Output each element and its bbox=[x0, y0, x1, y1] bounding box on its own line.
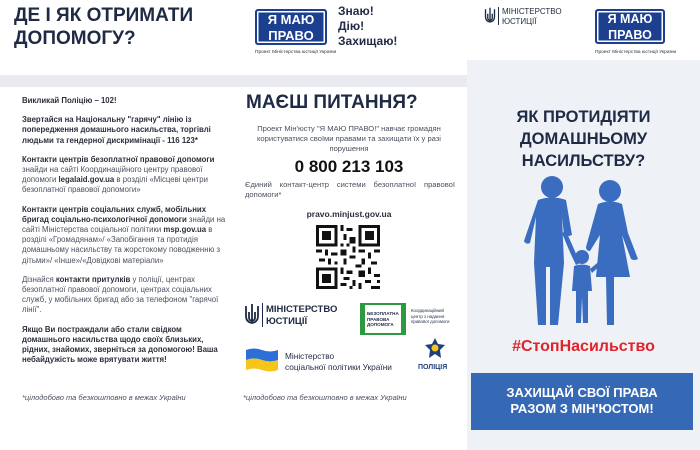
msp-line1: Міністерство bbox=[285, 351, 335, 361]
slogan-act: Дію! bbox=[338, 19, 365, 33]
divider-band bbox=[0, 75, 233, 87]
help-heading-line2: ДОПОМОГУ? bbox=[14, 28, 136, 49]
contact-center-text: Єдиний контакт-центр системи безоплатної правової допомоги* bbox=[245, 180, 455, 199]
minjust-line1: МІНІСТЕРСТВО bbox=[266, 304, 338, 315]
legal-aid-text-a: знайди на сайті Координаційного центру правової допомоги bbox=[22, 165, 203, 185]
witness-appeal: Якщо Ви постраждали або стали свідком домашнього насильства щодо своїх близьких, рідних, знайомих, зверніться за допомогою! Ваша небайдужість може врятувати життя! bbox=[22, 324, 218, 365]
ya-mayu-pravo-logo bbox=[255, 9, 327, 45]
trident-icon bbox=[244, 303, 260, 327]
trident-icon-header bbox=[484, 7, 496, 25]
right-panel bbox=[467, 0, 700, 450]
free-legal-aid-logo bbox=[360, 303, 406, 335]
minjust-header-line2: ЮСТИЦІЇ bbox=[502, 17, 537, 26]
adult-right-body bbox=[586, 202, 638, 326]
slogan-protect: Захищаю! bbox=[338, 34, 398, 48]
social-link[interactable]: msp.gov.ua bbox=[163, 225, 207, 235]
divider-band-middle bbox=[233, 75, 467, 87]
heading-line2: ДОМАШНЬОМУ bbox=[519, 130, 648, 148]
police-call: Викликай Поліцію – 102! bbox=[22, 96, 117, 105]
logo-separator bbox=[262, 303, 263, 327]
logo-line1: Я МАЮ bbox=[267, 12, 315, 27]
footnote-middle: *цілодобово та безкоштовно в межах України bbox=[243, 393, 407, 402]
bpd-line1: БЕЗОПЛАТНА bbox=[367, 311, 399, 316]
banner-line1: ЗАХИЩАЙ СВОЇ ПРАВА bbox=[506, 385, 658, 400]
coord-line2: центр з надання bbox=[411, 313, 445, 319]
bpd-line3: ДОПОМОГА bbox=[367, 322, 394, 328]
logo-subtitle: Проект Міністерства юстиції України bbox=[255, 50, 337, 55]
header-separator bbox=[498, 7, 499, 25]
banner-line2: РАЗОМ З МІН'ЮСТОМ! bbox=[510, 401, 654, 416]
heading-line3: НАСИЛЬСТВУ? bbox=[521, 152, 646, 170]
project-description: Проект Мін'юсту "Я МАЮ ПРАВО!" навчає громадян користуватися своїми правами та захищати їх у разі порушення bbox=[256, 124, 441, 153]
help-list bbox=[22, 96, 230, 374]
family-silhouette bbox=[510, 173, 660, 328]
slogan-know: Знаю! bbox=[338, 4, 374, 18]
logo-line2: ПРАВО bbox=[268, 28, 314, 43]
qr-code[interactable] bbox=[316, 225, 380, 289]
logo-header-line2: ПРАВО bbox=[608, 27, 652, 42]
heading-line1: ЯК ПРОТИДІЯТИ bbox=[516, 108, 651, 126]
minjust-header-line1: МІНІСТЕРСТВО bbox=[502, 7, 562, 16]
child-body bbox=[572, 265, 592, 324]
left-panel bbox=[0, 0, 233, 450]
legal-aid-text-b: в розділі «Місцеві центри безоплатної правової допомоги» bbox=[22, 175, 208, 195]
shelter-bold: контакти притулків bbox=[55, 274, 131, 284]
police-label: ПОЛІЦІЯ bbox=[418, 364, 448, 371]
help-heading-line1: ДЕ І ЯК ОТРИМАТИ bbox=[14, 5, 194, 26]
social-text-b: в розділі «Громадянам»/ «Запобігання та протидія домашньому насильству та жорстокому поводженню з дітьми»/ «Інше»/«Довідкові матеріали» bbox=[22, 225, 221, 265]
help-heading bbox=[14, 4, 229, 50]
shelter-text-b: у поліції, центрах безоплатної правової допомоги, центрах соціальних служб, у мобільних бригад або за телефоном "гарячої лінії". bbox=[22, 274, 219, 315]
stop-violence-hashtag: #СтопНасильство bbox=[512, 338, 655, 355]
coord-line3: правової допомоги bbox=[411, 319, 450, 325]
middle-panel bbox=[233, 0, 467, 450]
ya-mayu-pravo-logo-header bbox=[595, 9, 665, 44]
counter-violence-heading bbox=[477, 106, 690, 172]
shelter-text-a: Дізнайся bbox=[22, 274, 56, 284]
minjust-line2: ЮСТИЦІЇ bbox=[266, 316, 308, 327]
adult-left-head bbox=[541, 176, 563, 198]
protect-rights-banner bbox=[471, 373, 693, 430]
website-link[interactable]: pravo.minjust.gov.ua bbox=[306, 209, 392, 219]
coordination-center-text bbox=[411, 308, 450, 325]
legal-aid-bold: Контакти центрів безоплатної правової допомоги bbox=[22, 154, 215, 164]
slogan bbox=[338, 4, 397, 49]
shelter-info bbox=[22, 275, 230, 316]
social-text-a: знайди на сайті Міністерства соціальної політики bbox=[22, 214, 226, 235]
logo-header-line1: Я МАЮ bbox=[607, 12, 653, 26]
bpd-text bbox=[367, 311, 399, 328]
footnote-left: *цілодобово та безкоштовно в межах України bbox=[22, 393, 186, 402]
child-head bbox=[575, 250, 589, 264]
social-policy-ministry-text bbox=[285, 351, 392, 373]
legal-aid-info bbox=[22, 155, 230, 196]
adult-left-body bbox=[524, 198, 572, 326]
hotline-phone[interactable]: 0 800 213 103 bbox=[294, 157, 404, 176]
msp-line2: соціальної політики України bbox=[285, 362, 392, 372]
minjust-header-text bbox=[502, 7, 562, 27]
police-badge-icon bbox=[424, 337, 446, 361]
social-services-info bbox=[22, 205, 230, 266]
legal-aid-link[interactable]: legalaid.gov.ua bbox=[58, 175, 115, 185]
logo-header-subtitle: Проект Міністерства юстиції України bbox=[595, 50, 677, 55]
hotline-info: Звертайся на Національну "гарячу" лінію із попередження домашнього насильства, торгівлі людьми та гендерної дискримінації - 116 123* bbox=[22, 115, 211, 145]
flag-icon bbox=[244, 347, 280, 373]
coord-line1: Координаційний bbox=[411, 308, 444, 313]
social-bold: Контакти центрів соціальних служб, мобільних бригад соціально-психологічної допомоги bbox=[22, 204, 207, 224]
bpd-line2: ПРАВОВА bbox=[367, 316, 390, 322]
adult-right-head bbox=[599, 180, 621, 202]
minjust-logo-text bbox=[266, 304, 337, 328]
questions-heading: МАЄШ ПИТАННЯ? bbox=[246, 92, 418, 113]
